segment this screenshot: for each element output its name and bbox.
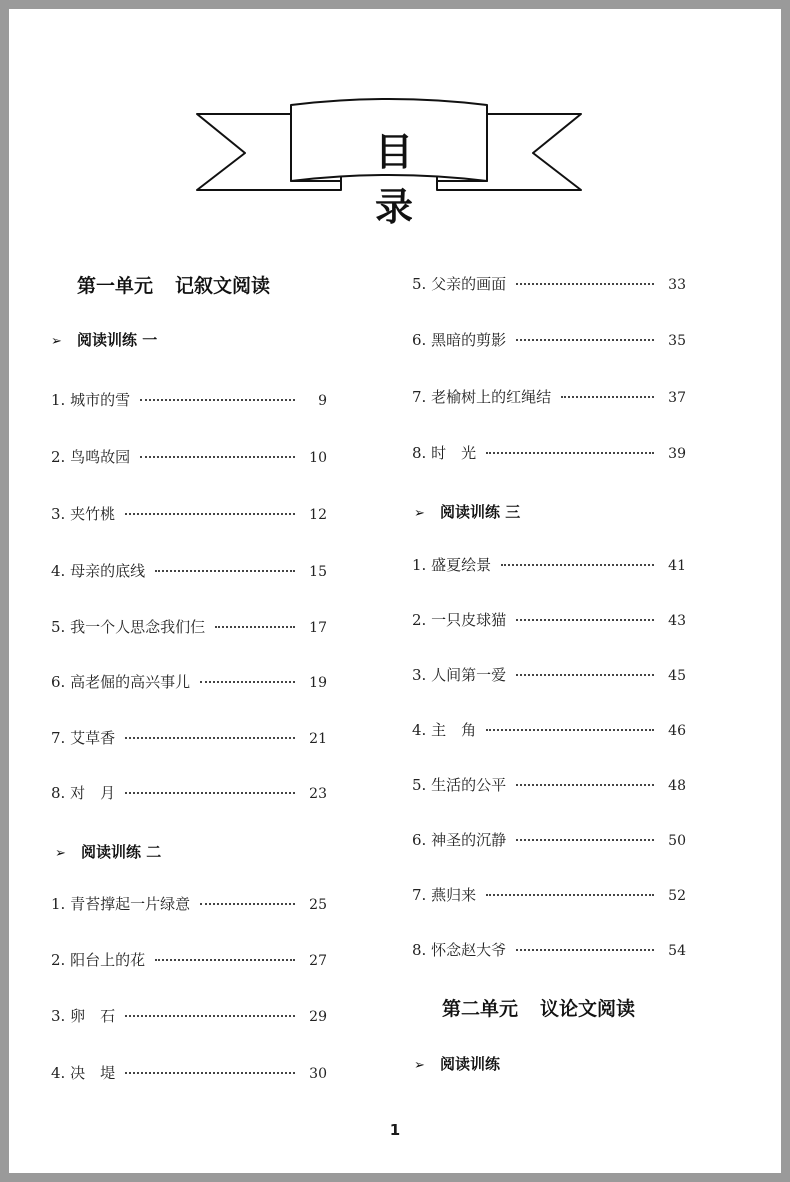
entry-title: 5. 父亲的画面	[412, 275, 507, 293]
toc-entry[interactable]	[51, 782, 327, 804]
entry-page: 21	[309, 731, 327, 747]
arrow-bullet-icon: ➢	[55, 846, 66, 861]
page-number: 1	[389, 1121, 401, 1139]
entry-page: 15	[309, 564, 327, 580]
entry-title: 2. 一只皮球猫	[412, 611, 507, 629]
toc-entry[interactable]	[412, 774, 686, 796]
entry-title: 2. 鸟鸣故园	[51, 448, 131, 466]
entry-page: 29	[309, 1009, 327, 1025]
toc-title: 目录	[374, 130, 483, 229]
toc-entry[interactable]	[412, 554, 686, 576]
toc-entry[interactable]	[412, 884, 686, 906]
toc-entry[interactable]	[412, 664, 686, 686]
entry-page: 52	[668, 888, 686, 904]
entry-page: 27	[309, 953, 327, 969]
entry-title: 7. 艾草香	[51, 729, 116, 747]
entry-page: 23	[309, 786, 327, 802]
entry-title: 6. 神圣的沉静	[412, 831, 507, 849]
entry-page: 25	[309, 897, 327, 913]
section-heading: ➢ 阅读训练 三	[414, 503, 521, 521]
toc-entry[interactable]	[51, 893, 327, 915]
entry-title: 5. 生活的公平	[412, 776, 507, 794]
entry-page: 9	[318, 393, 327, 409]
toc-entry[interactable]	[412, 609, 686, 631]
entry-title: 2. 阳台上的花	[51, 951, 146, 969]
entry-title: 4. 决 堤	[51, 1064, 116, 1082]
unit-number: 第一单元	[77, 275, 154, 297]
entry-title: 7. 老榆树上的红绳结	[412, 388, 552, 406]
toc-entry[interactable]	[412, 939, 686, 961]
toc-entry[interactable]	[51, 389, 327, 411]
entry-title: 1. 城市的雪	[51, 391, 131, 409]
entry-page: 46	[668, 723, 686, 739]
entry-page: 54	[668, 943, 686, 959]
entry-page: 39	[668, 446, 686, 462]
toc-entry[interactable]	[51, 949, 327, 971]
entry-title: 8. 时 光	[412, 444, 477, 462]
arrow-bullet-icon: ➢	[414, 1058, 425, 1073]
section-heading: ➢ 阅读训练	[414, 1055, 501, 1073]
arrow-bullet-icon: ➢	[414, 506, 425, 521]
unit-name: 记叙文阅读	[175, 275, 271, 297]
entry-title: 3. 夹竹桃	[51, 505, 116, 523]
entry-page: 33	[668, 277, 686, 293]
toc-entry[interactable]	[412, 329, 686, 351]
toc-entry[interactable]	[51, 671, 327, 693]
toc-entry[interactable]	[51, 560, 327, 582]
toc-entry[interactable]	[51, 446, 327, 468]
toc-entry[interactable]	[51, 727, 327, 749]
toc-entry[interactable]	[412, 442, 686, 464]
entry-title: 4. 母亲的底线	[51, 562, 146, 580]
toc-entry[interactable]	[51, 1005, 327, 1027]
entry-title: 1. 青苔撑起一片绿意	[51, 895, 191, 913]
entry-page: 48	[668, 778, 686, 794]
entry-page: 35	[668, 333, 686, 349]
entry-title: 7. 燕归来	[412, 886, 477, 904]
entry-title: 6. 黑暗的剪影	[412, 331, 507, 349]
entry-page: 37	[668, 390, 686, 406]
entry-page: 43	[668, 613, 686, 629]
section-heading: ➢ 阅读训练 一	[51, 331, 158, 349]
entry-page: 30	[309, 1066, 327, 1082]
entry-title: 3. 卵 石	[51, 1007, 116, 1025]
unit-heading	[77, 271, 270, 298]
toc-entry[interactable]	[51, 616, 327, 638]
toc-page	[9, 9, 781, 1173]
unit-heading	[442, 994, 635, 1021]
entry-page: 17	[309, 620, 327, 636]
unit-number: 第二单元	[442, 998, 519, 1020]
entry-page: 12	[309, 507, 327, 523]
section-heading: ➢ 阅读训练 二	[55, 843, 162, 861]
entry-page: 45	[668, 668, 686, 684]
unit-name: 议论文阅读	[540, 998, 636, 1020]
entry-title: 3. 人间第一爱	[412, 666, 507, 684]
toc-entry[interactable]	[412, 829, 686, 851]
entry-page: 10	[309, 450, 327, 466]
entry-title: 4. 主 角	[412, 721, 477, 739]
entry-title: 8. 怀念赵大爷	[412, 941, 507, 959]
entry-title: 5. 我一个人思念我们仨	[51, 618, 206, 636]
entry-page: 41	[668, 558, 686, 574]
entry-page: 19	[309, 675, 327, 691]
toc-entry[interactable]	[51, 1062, 327, 1084]
entry-title: 6. 高老倔的高兴事儿	[51, 673, 191, 691]
toc-entry[interactable]	[412, 386, 686, 408]
arrow-bullet-icon: ➢	[51, 334, 62, 349]
toc-entry[interactable]	[412, 719, 686, 741]
toc-entry[interactable]	[51, 503, 327, 525]
entry-page: 50	[668, 833, 686, 849]
toc-entry[interactable]	[412, 273, 686, 295]
entry-title: 8. 对 月	[51, 784, 116, 802]
entry-title: 1. 盛夏绘景	[412, 556, 492, 574]
